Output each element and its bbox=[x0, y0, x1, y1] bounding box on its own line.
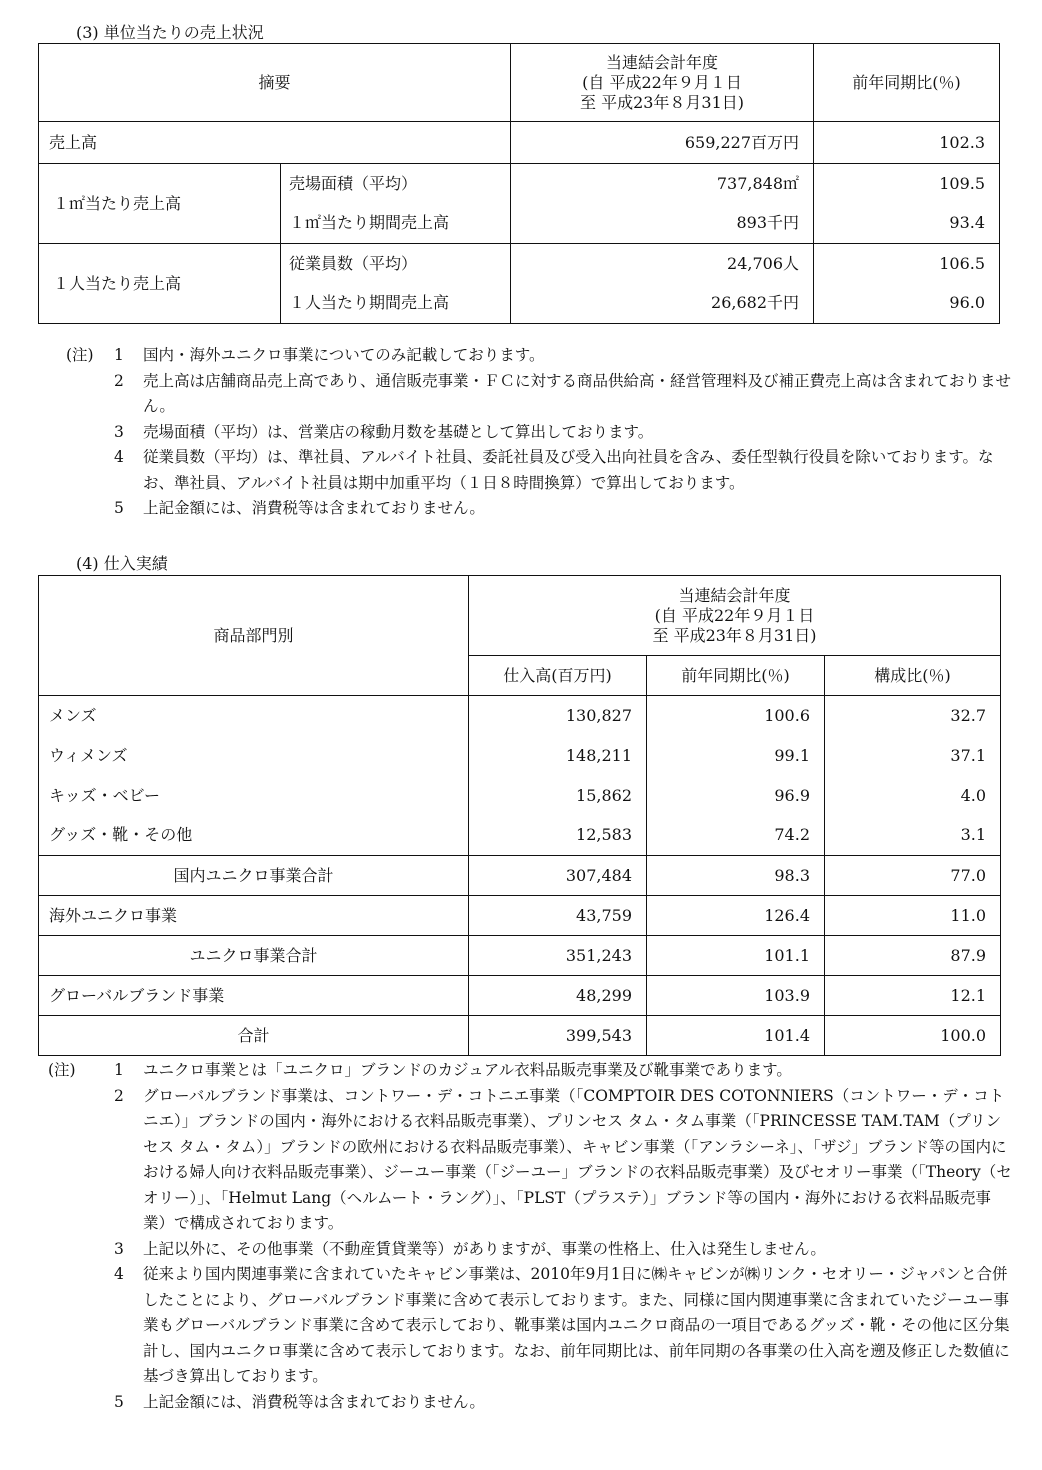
header-share: 構成比(％) bbox=[825, 656, 1001, 696]
row-group-label: １㎡当たり売上高 bbox=[39, 164, 281, 244]
row-value: 737,848㎡ bbox=[511, 164, 814, 204]
table-row bbox=[39, 122, 1000, 164]
note-item: 3 上記以外に、その他事業（不動産賃貸業等）がありますが、事業の性格上、仕入は発生しません。 bbox=[114, 1239, 826, 1258]
table-row: 国内ユニクロ事業合計 307,484 98.3 77.0 bbox=[39, 856, 1001, 896]
unit-sales-table bbox=[38, 43, 1000, 324]
row-ratio: 93.4 bbox=[814, 204, 1000, 244]
row-ratio: 106.5 bbox=[814, 244, 1000, 284]
table-row bbox=[39, 244, 1000, 284]
header-period: 当連結会計年度 (自 平成22年９月１日 至 平成23年８月31日) bbox=[511, 44, 814, 122]
header-yoy: 前年同期比(％) bbox=[814, 44, 1000, 122]
header-summary: 摘要 bbox=[39, 44, 511, 122]
row-ratio: 102.3 bbox=[814, 122, 1000, 164]
table-row: グッズ・靴・その他 12,583 74.2 3.1 bbox=[39, 816, 1001, 856]
purchase-table bbox=[38, 575, 1001, 1056]
header-purchase: 仕入高(百万円) bbox=[469, 656, 647, 696]
row-label: 売上高 bbox=[39, 122, 511, 164]
table-header-row bbox=[39, 44, 1000, 122]
table-row: 海外ユニクロ事業 43,759 126.4 11.0 bbox=[39, 896, 1001, 936]
note-item: (注) 1 ユニクロ事業とは「ユニクロ」ブランドのカジュアル衣料品販売事業及び靴事業であります。 bbox=[48, 1058, 1012, 1084]
note-item: 4 従業員数（平均）は、準社員、アルバイト社員、委託社員及び受入出向社員を含み、委任型執行役員を除いております。なお、準社員、アルバイト社員は期中加重平均（１日８時間換算）で算出しております。 bbox=[114, 448, 994, 492]
row-ratio: 96.0 bbox=[814, 284, 1000, 324]
header-category: 商品部門別 bbox=[39, 576, 469, 696]
notes-label: (注) bbox=[48, 1061, 76, 1079]
row-sublabel: １人当たり期間売上高 bbox=[281, 284, 511, 324]
table-row: メンズ 130,827 100.6 32.7 bbox=[39, 696, 1001, 736]
table-total-row: 合計 399,543 101.4 100.0 bbox=[39, 1016, 1001, 1056]
table-row: キッズ・ベビー 15,862 96.9 4.0 bbox=[39, 776, 1001, 816]
row-sublabel: 売場面積（平均） bbox=[281, 164, 511, 204]
note-item: 5 上記金額には、消費税等は含まれておりません。 bbox=[114, 499, 485, 517]
section3-heading: (3) 単位当たりの売上状況 bbox=[76, 23, 264, 42]
notes-label: (注) bbox=[66, 346, 94, 364]
row-ratio: 109.5 bbox=[814, 164, 1000, 204]
header-yoy: 前年同期比(％) bbox=[647, 656, 825, 696]
note-item: 2 売上高は店舗商品売上高であり、通信販売事業・ＦＣに対する商品供給高・経営管理料及び補正費売上高は含まれておりません。 bbox=[114, 371, 1012, 415]
row-value: 659,227百万円 bbox=[511, 122, 814, 164]
note-item: 5 上記金額には、消費税等は含まれておりません。 bbox=[114, 1392, 485, 1411]
header-period: 当連結会計年度 (自 平成22年９月１日 至 平成23年８月31日) bbox=[469, 576, 1001, 656]
section4-heading: (4) 仕入実績 bbox=[76, 554, 168, 573]
note-item: 4 従来より国内関連事業に含まれていたキャビン事業は、2010年9月1日に㈱キャビンが㈱リンク・セオリー・ジャパンと合併したことにより、グローバルブランド事業に含めて表示しております。また、同様に国内関連事業に含まれていたジーユー事業もグローバルブランド事業に含めて表示しており、靴事業は国内ユニクロ商品の一項目であるグッズ・靴・その他に区分集計し、国内ユニクロ事業に含めて表示しております。なお、前年同期比は、前年同期の各事業の仕入高を遡及修正した数値に基づき算出しております。 bbox=[114, 1265, 1010, 1385]
row-sublabel: １㎡当たり期間売上高 bbox=[281, 204, 511, 244]
row-group-label: １人当たり売上高 bbox=[39, 244, 281, 324]
section3-notes bbox=[66, 343, 1012, 522]
row-value: 893千円 bbox=[511, 204, 814, 244]
section4-notes bbox=[48, 1058, 1012, 1415]
note-item: 3 売場面積（平均）は、営業店の稼動月数を基礎として算出しております。 bbox=[114, 422, 654, 441]
row-value: 24,706人 bbox=[511, 244, 814, 284]
table-row: ウィメンズ 148,211 99.1 37.1 bbox=[39, 736, 1001, 776]
note-item: (注) 1 国内・海外ユニクロ事業についてのみ記載しております。 bbox=[66, 343, 1012, 369]
note-item: 2 グローバルブランド事業は、コントワー・デ・コトニエ事業（「COMPTOIR DES COTONNIERS（コントワー・デ・コトニエ）」ブランドの国内・海外における衣料品販売事業）、プリンセス タム・タム事業（「PRINCESSE TAM.TAM（プリンセス タム・タム）」ブランドの欧州における衣料品販売事業）、キャビン事業（「アンラシーネ」、「ザジ」ブランド等の国内における婦人向け衣料品販売事業）、ジーユー事業（「ジーユー」ブランドの衣料品販売事業）及びセオリー事業（「Theory（セオリー）」、「Helmut Lang（ヘルムート・ラング）」、「PLST（プラステ）」ブランド等の国内・海外における衣料品販売事業）で構成されております。 bbox=[114, 1086, 1012, 1232]
row-value: 26,682千円 bbox=[511, 284, 814, 324]
table-row: ユニクロ事業合計 351,243 101.1 87.9 bbox=[39, 936, 1001, 976]
table-row bbox=[39, 164, 1000, 204]
row-sublabel: 従業員数（平均） bbox=[281, 244, 511, 284]
table-row: グローバルブランド事業 48,299 103.9 12.1 bbox=[39, 976, 1001, 1016]
table-header-row bbox=[39, 576, 1001, 656]
